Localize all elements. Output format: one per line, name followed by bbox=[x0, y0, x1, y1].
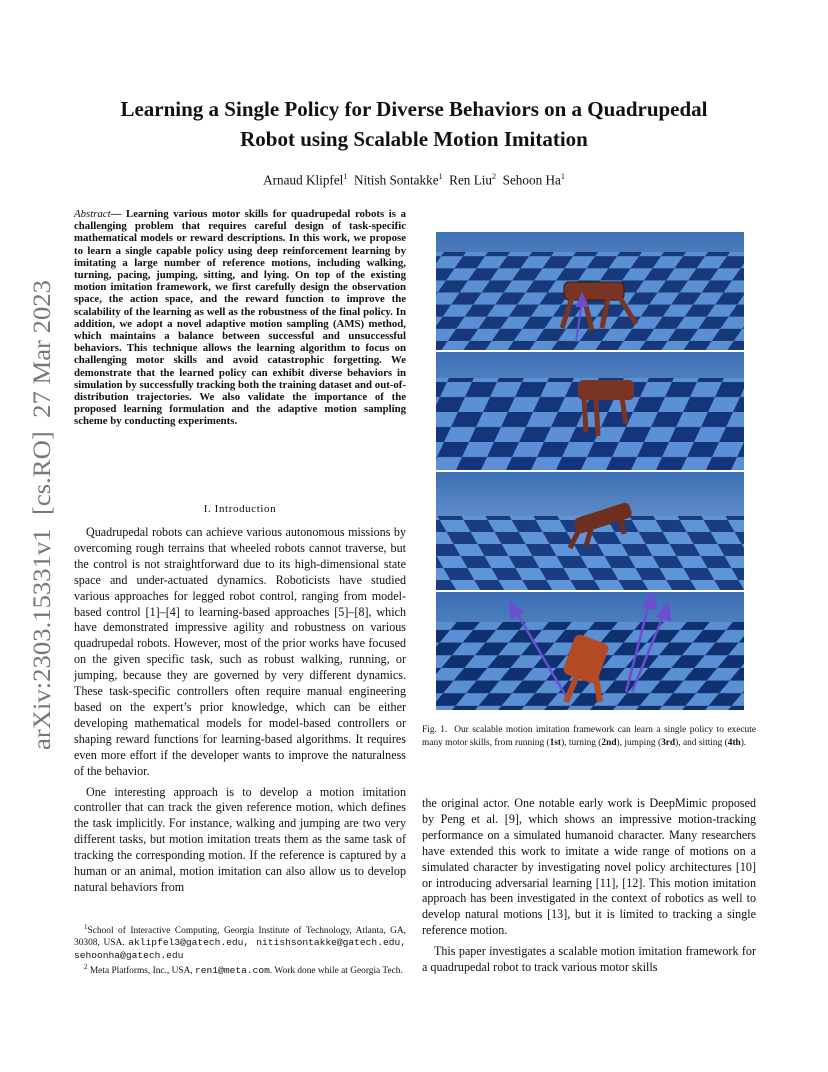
author-name: Nitish Sontakke bbox=[353, 172, 439, 188]
intro-column-right bbox=[422, 796, 756, 976]
intro-column-left bbox=[74, 525, 406, 896]
paper-title bbox=[60, 94, 768, 154]
caption-bold: 2nd bbox=[601, 738, 617, 749]
caption-text: ), and sitting ( bbox=[675, 738, 728, 749]
footnote-1 bbox=[74, 922, 406, 962]
figure-1 bbox=[436, 232, 744, 712]
author-affiliation: 1 bbox=[560, 172, 565, 181]
title-line-2: Robot using Scalable Motion Imitation bbox=[240, 127, 588, 151]
checkerboard-floor bbox=[436, 252, 744, 350]
caption-bold: 4th bbox=[727, 738, 741, 749]
abstract-label: Abstract bbox=[74, 208, 111, 220]
arxiv-sidebar bbox=[20, 280, 56, 750]
caption-bold: 3rd bbox=[661, 738, 676, 749]
caption-text: ). bbox=[740, 738, 747, 749]
footnote-text: School of Interactive Computing, Georgia Institute of Technology, Atlanta, GA, 30308, USA. bbox=[74, 926, 406, 949]
footnote-email: ren1@meta.com bbox=[195, 964, 270, 976]
figure-panel-turning bbox=[436, 352, 744, 470]
arxiv-identifier: arXiv:2303.15331v1 [cs.RO] 27 Mar 2023 bbox=[29, 309, 56, 750]
paragraph: Quadrupedal robots can achieve various autonomous missions by overcoming rough terrains that wheeled robots cannot traverse, but the control is not straightforward due to its high-dimensional state space and under-actuated dynamics. Roboticists have studied various approaches for legged robot control, ranging from model-based control [1]–[4] to learning-based approaches [5]–[8], which have demonstrated impressive agility and robustness on various quadrupedal robots. However, most of the prior works have focused on the given specific task, such as robust walking, running, or jumping, because they are governed by very different dynamics. These task-specific controllers often require manual engineering based on the expert’s prior knowledge, which can be either developing mathematical models for model-based controllers or shaping reward functions for learning-based algorithms. It requires even more effort if the developer wants to improve the naturalness of the behavior. bbox=[74, 525, 406, 778]
author-list bbox=[60, 172, 768, 188]
author-name: Ren Liu bbox=[449, 172, 493, 188]
footnote-text: . Work done while at Georgia Tech. bbox=[269, 965, 403, 976]
paragraph: One interesting approach is to develop a motion imitation controller that can track the given reference motion, which defines the task implicitly. For instance, walking and jumping are two very different tasks, but motion imitation treats them as the same task of tracking the corresponding motion. If the reference is captured by a human or an animal, motion imitation can also allow us to develop natural behaviors from bbox=[74, 784, 406, 894]
abstract bbox=[74, 208, 406, 428]
footnote-emails: aklipfel3@gatech.edu, nitishsontakke@gatech.edu, sehoonha@gatech.edu bbox=[74, 937, 406, 961]
figure-caption bbox=[422, 724, 756, 750]
footnote-2 bbox=[74, 962, 406, 977]
title-line-1: Learning a Single Policy for Diverse Behaviors on a Quadrupedal bbox=[120, 97, 708, 121]
section-heading: I. Introduction bbox=[203, 503, 277, 515]
caption-text: Our scalable motion imitation framework can learn a single policy to execute many motor skills, from running ( bbox=[422, 725, 757, 749]
author-affiliation: 2 bbox=[492, 172, 497, 181]
caption-label: Fig. 1. bbox=[422, 725, 448, 735]
caption-text: ), turning ( bbox=[561, 738, 602, 749]
author-affiliation: 1 bbox=[438, 172, 443, 181]
figure-panel-running bbox=[436, 232, 744, 350]
paragraph: This paper investigates a scalable motion imitation framework for a quadrupedal robot to track various motor skills bbox=[422, 944, 756, 975]
footnote-text: Meta Platforms, Inc., USA, bbox=[89, 965, 193, 976]
abstract-text: — Learning various motor skills for quadrupedal robots is a challenging problem that requires careful design of task-specific mathematical models or reward descriptions. In this work, we propose to learn a single capable policy using deep reinforcement learning by imitating a large number of reference motions, including walking, turning, pacing, jumping, sitting, and lying. On top of the existing motion imitation framework, we first carefully design the observation space, the action space, and the reward function to improve the scalability of the learning as well as the robustness of the final policy. In addition, we adopt a novel adaptive motion sampling (AMS) method, which maintains a balance between successful and unsuccessful behaviors. This technique allows the learning algorithm to focus on challenging motor skills and avoid catastrophic forgetting. We demonstrate that the learned policy can exhibit diverse behaviors in simulation by successfully tracking both the training dataset and out-of-distribution trajectories. We also validate the importance of the proposed learning formulation and the adaptive motion sampling scheme by conducting experiments. bbox=[74, 208, 406, 428]
footnote-mark: 1 bbox=[84, 923, 88, 931]
figure-panel-jumping bbox=[436, 472, 744, 590]
author-name: Arnaud Klipfel bbox=[263, 172, 344, 188]
author-name: Sehoon Ha bbox=[502, 172, 561, 188]
footnote-mark: 2 bbox=[84, 962, 88, 971]
figure-panel-sitting bbox=[436, 592, 744, 710]
paragraph: the original actor. One notable early work is DeepMimic proposed by Peng et al. [9], which shows an impressive motion-tracking performance on a simulated humanoid character. Many researchers have extended this work to imitate a wide range of motions on a simulated character by investigating novel policy architectures [10] or introducing adversarial learning [11], [12]. This motion imitation approach has been investigated in the context of robotics as well to develop natural motions [13], but it is limited to tracking a single reference motion. bbox=[422, 796, 756, 938]
caption-bold: 1st bbox=[549, 738, 562, 749]
author-affiliation: 1 bbox=[343, 172, 348, 181]
footnotes bbox=[74, 922, 406, 977]
caption-text: ), jumping ( bbox=[616, 738, 662, 749]
